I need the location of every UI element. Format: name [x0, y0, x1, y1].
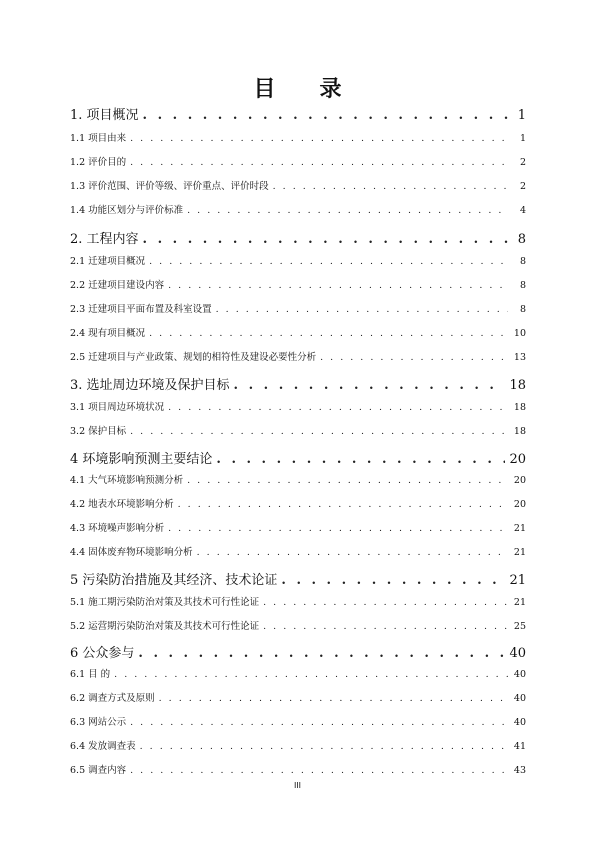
toc-section-entry[interactable] — [70, 642, 526, 661]
page-title — [0, 72, 595, 103]
dot-leader — [130, 717, 508, 728]
toc-entry-title: 6 公众参与 — [70, 646, 135, 661]
dot-leader — [143, 108, 508, 123]
dot-leader — [281, 573, 505, 588]
dot-leader — [216, 304, 508, 315]
dot-leader — [234, 378, 506, 393]
toc-subsection-entry[interactable] — [70, 618, 526, 632]
dot-leader — [130, 426, 508, 437]
toc-subsection-entry[interactable] — [70, 277, 526, 291]
toc-entry-title: 5 污染防治措施及其经济、技术论证 — [70, 573, 278, 588]
dot-leader — [197, 547, 508, 558]
toc-entry-title: 2. 工程内容 — [70, 232, 139, 247]
toc-page-number: 8 — [519, 256, 526, 267]
toc-page-number: 40 — [513, 669, 526, 680]
dot-leader — [130, 133, 508, 144]
dot-leader — [216, 452, 505, 467]
toc-page-number: 1 — [517, 108, 526, 123]
toc-entry-title: 5.1 施工期污染防治对策及其技术可行性论证 — [70, 597, 260, 608]
toc-page-number: 41 — [513, 741, 526, 752]
toc-entry-title: 3.2 保护目标 — [70, 426, 127, 437]
toc-page-number: 2 — [519, 181, 526, 192]
toc-page-number: 43 — [513, 765, 526, 776]
page-number: III — [293, 781, 302, 790]
toc-entry-title: 2.1 迁建项目概况 — [70, 256, 146, 267]
toc-subsection-entry[interactable] — [70, 349, 526, 363]
toc-entry-title: 1.2 评价目的 — [70, 157, 127, 168]
title-char-1: 目 — [253, 76, 276, 102]
dot-leader — [149, 256, 508, 267]
dot-leader — [187, 475, 508, 486]
toc-entry-title: 4.1 大气环境影响预测分析 — [70, 475, 184, 486]
toc-page-number: 25 — [513, 621, 526, 632]
toc-section-entry[interactable] — [70, 104, 526, 123]
dot-leader — [138, 646, 505, 661]
toc-subsection-entry[interactable] — [70, 520, 526, 534]
toc-entry-title: 1.1 项目由来 — [70, 133, 127, 144]
toc-page-number: 40 — [513, 693, 526, 704]
toc-subsection-entry[interactable] — [70, 594, 526, 608]
toc-page-number: 40 — [509, 646, 526, 661]
toc-entry-title: 4.3 环境噪声影响分析 — [70, 523, 165, 534]
toc-subsection-entry[interactable] — [70, 253, 526, 267]
toc-section-entry[interactable] — [70, 569, 526, 588]
dot-leader — [140, 741, 508, 752]
toc-entry-title: 2.5 迁建项目与产业政策、规划的相符性及建设必要性分析 — [70, 352, 317, 363]
toc-subsection-entry[interactable] — [70, 154, 526, 168]
dot-leader — [130, 157, 508, 168]
toc-page-number: 40 — [513, 717, 526, 728]
dot-leader — [114, 669, 508, 680]
toc-page-number: 21 — [513, 547, 526, 558]
toc-subsection-entry[interactable] — [70, 666, 526, 680]
toc-subsection-entry[interactable] — [70, 738, 526, 752]
toc-page-number: 13 — [513, 352, 526, 363]
toc-entry-title: 1. 项目概况 — [70, 108, 139, 123]
dot-leader — [187, 205, 508, 216]
toc-page-number: 18 — [509, 378, 526, 393]
toc-entry-title: 6.3 网站公示 — [70, 717, 127, 728]
toc-entry-title: 4.4 固体废弃物环境影响分析 — [70, 547, 193, 558]
dot-leader — [263, 621, 508, 632]
toc-page-number: 10 — [513, 328, 526, 339]
toc-subsection-entry[interactable] — [70, 301, 526, 315]
toc-page-number: 20 — [513, 475, 526, 486]
dot-leader — [143, 232, 508, 247]
toc-page-number: 21 — [513, 523, 526, 534]
dot-leader — [149, 328, 508, 339]
dot-leader — [178, 499, 508, 510]
toc-subsection-entry[interactable] — [70, 178, 526, 192]
dot-leader — [263, 597, 508, 608]
toc-page-number: 8 — [519, 304, 526, 315]
toc-page-number: 4 — [519, 205, 526, 216]
toc-entry-title: 3.1 项目周边环境状况 — [70, 402, 165, 413]
dot-leader — [168, 523, 508, 534]
toc-page-number: 8 — [517, 232, 526, 247]
dot-leader — [130, 765, 508, 776]
toc-entry-title: 1.3 评价范围、评价等级、评价重点、评价时段 — [70, 181, 269, 192]
dot-leader — [273, 181, 508, 192]
toc-entry-title: 5.2 运营期污染防治对策及其技术可行性论证 — [70, 621, 260, 632]
toc-entry-title: 3. 选址周边环境及保护目标 — [70, 378, 230, 393]
toc-entry-title: 6.1 目 的 — [70, 669, 111, 680]
toc-section-entry[interactable] — [70, 228, 526, 247]
toc-section-entry[interactable] — [70, 448, 526, 467]
toc-subsection-entry[interactable] — [70, 472, 526, 486]
toc-subsection-entry[interactable] — [70, 690, 526, 704]
toc-page-number: 20 — [513, 499, 526, 510]
toc-subsection-entry[interactable] — [70, 202, 526, 216]
toc-page-number: 21 — [513, 597, 526, 608]
toc-entry-title: 2.4 现有项目概况 — [70, 328, 146, 339]
toc-page-number: 18 — [513, 426, 526, 437]
toc-subsection-entry[interactable] — [70, 325, 526, 339]
toc-page-number: 1 — [519, 133, 526, 144]
toc-page-number: 20 — [509, 452, 526, 467]
toc-page-number: 2 — [519, 157, 526, 168]
title-char-2: 录 — [319, 76, 342, 102]
toc-subsection-entry[interactable] — [70, 762, 526, 776]
toc-section-entry[interactable] — [70, 374, 526, 393]
toc-subsection-entry[interactable] — [70, 714, 526, 728]
toc-entry-title: 6.4 发放调查表 — [70, 741, 136, 752]
toc-subsection-entry[interactable] — [70, 130, 526, 144]
dot-leader — [168, 402, 508, 413]
toc-entry-title: 2.3 迁建项目平面布置及科室设置 — [70, 304, 212, 315]
toc-entry-title: 6.2 调查方式及原则 — [70, 693, 155, 704]
toc-entry-title: 2.2 迁建项目建设内容 — [70, 280, 165, 291]
dot-leader — [159, 693, 508, 704]
toc-subsection-entry[interactable] — [70, 423, 526, 437]
toc-subsection-entry[interactable] — [70, 496, 526, 510]
toc-entry-title: 4.2 地表水环境影响分析 — [70, 499, 174, 510]
dot-leader — [168, 280, 508, 291]
toc-subsection-entry[interactable] — [70, 544, 526, 558]
toc-entry-title: 6.5 调查内容 — [70, 765, 127, 776]
toc-page-number: 21 — [509, 573, 526, 588]
toc-subsection-entry[interactable] — [70, 399, 526, 413]
toc-entry-title: 1.4 功能区划分与评价标准 — [70, 205, 184, 216]
toc-page-number: 8 — [519, 280, 526, 291]
dot-leader — [320, 352, 508, 363]
toc-page-number: 18 — [513, 402, 526, 413]
toc-entry-title: 4 环境影响预测主要结论 — [70, 452, 213, 467]
